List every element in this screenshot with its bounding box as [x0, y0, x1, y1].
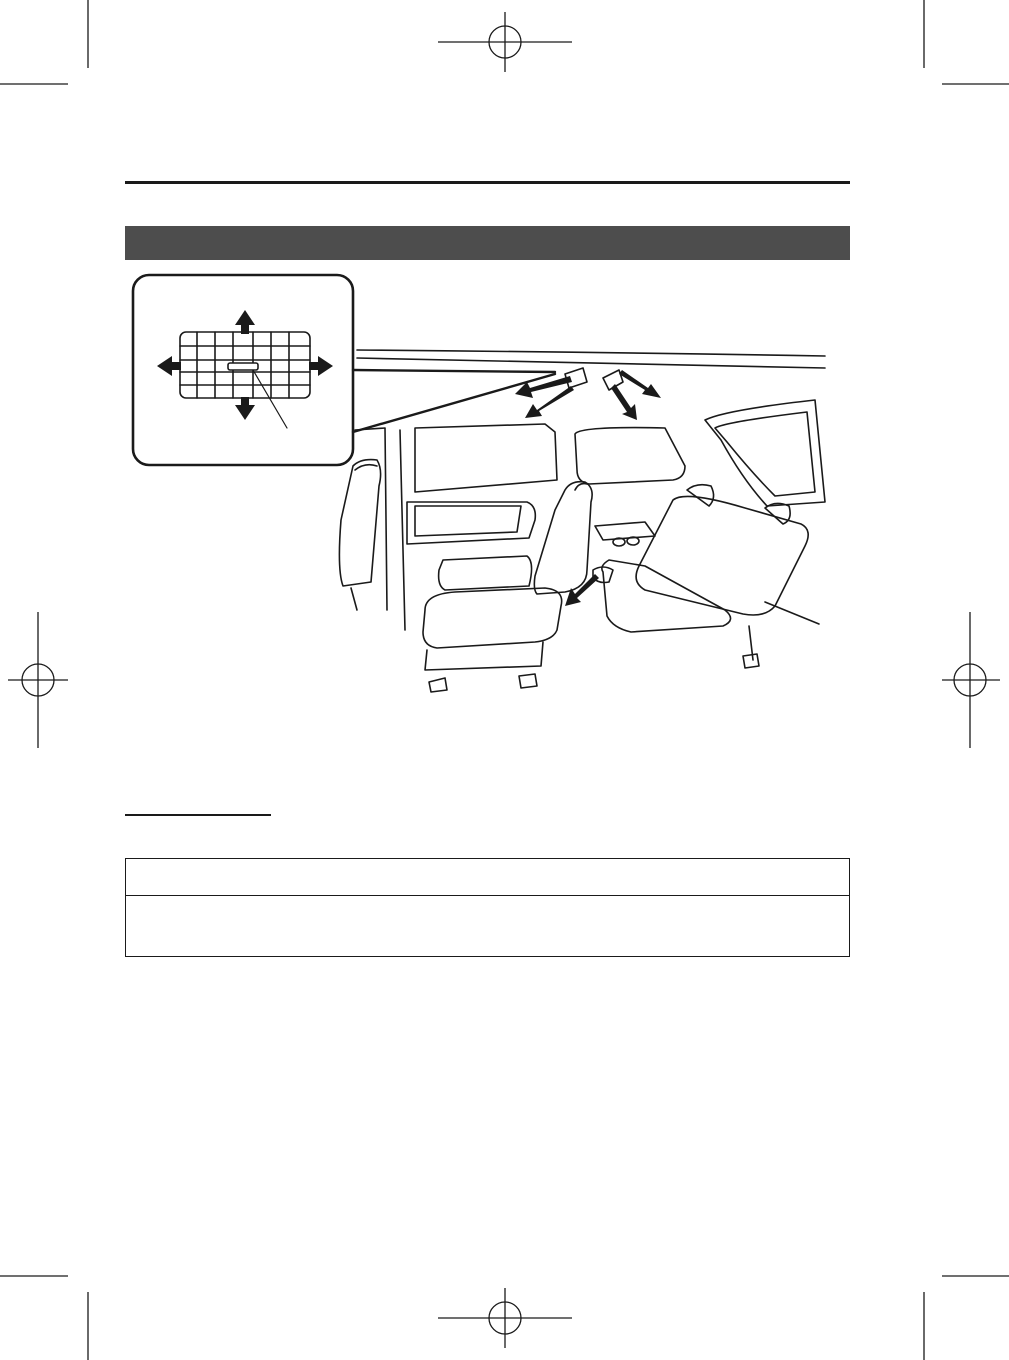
info-box-heading — [126, 859, 849, 896]
arrow-left-icon — [157, 356, 181, 376]
info-box — [125, 858, 850, 957]
section-title-bar — [125, 226, 850, 260]
arrow-down-icon — [235, 397, 255, 420]
info-box-body — [126, 896, 849, 956]
subheading — [125, 790, 271, 816]
vehicle-interior-illustration — [125, 270, 850, 710]
header-rule — [125, 181, 850, 184]
arrow-up-icon — [235, 310, 255, 334]
arrow-right-icon — [309, 356, 333, 376]
